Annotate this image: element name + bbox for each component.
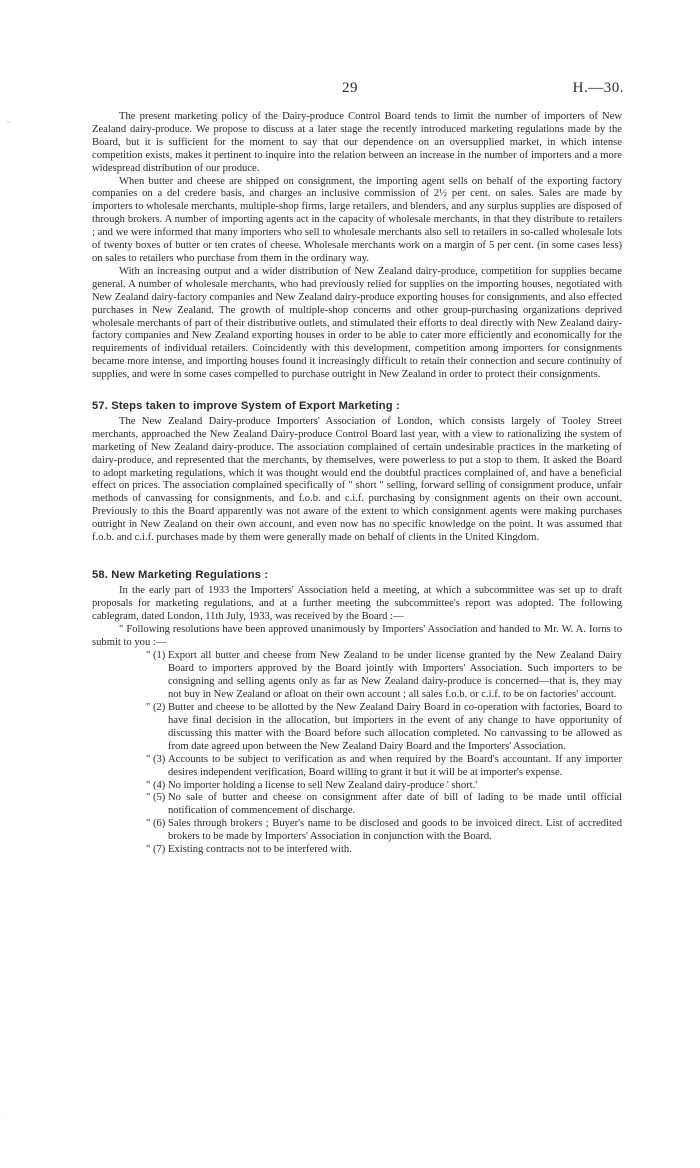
- paragraph: In the early part of 1933 the Importers' Association held a meeting, at which a subcommittee was set up to draft proposals for marketing regulations, and at a further meeting the subcommittee's report was adopted. The following cablegram, dated London, 11th July, 1933, was received by the Board :—: [92, 584, 622, 622]
- page-number: 29: [342, 80, 358, 96]
- item-number: " (5): [146, 792, 168, 804]
- item-text: No sale of butter and cheese on consignment after date of bill of lading to be made until official notification of commencement of discharge.: [167, 792, 622, 817]
- list-item: [146, 650, 622, 702]
- list-item: [146, 818, 622, 844]
- list-item: [146, 702, 622, 754]
- page-reference: H.—30.: [572, 80, 624, 96]
- paragraph: The New Zealand Dairy-produce Importers' Association of London, which consists largely of Tooley Street merchants, approached the New Zealand Dairy-produce Control Board last year, with a view to rationalizing the system of marketing of New Zealand dairy-produce. The association complained of certain undesirable practices in the marketing of dairy-produce, and represented that the merchants, by themselves, were powerless to put a stop to them. It asked the Board to adopt marketing regulations, which it was thought would end the doubtful practices complained of, and have a beneficial effect on prices. The association complained specifically of " short " selling, forward selling of consignment produce, unfair methods of canvassing for consignments, and f.o.b. and c.i.f. purchasing by consignment agents on their own account. Previously to this the Board apparently was not aware of the extent to which consignment agents were making purchases outright in New Zealand on their own account, and even now has no specific knowledge on the point. It was assumed that f.o.b. and c.i.f. purchases made by them were generally made on behalf of clients in the United Kingdom.: [92, 415, 622, 544]
- list-item: [146, 844, 622, 857]
- item-number: " (3): [146, 753, 168, 765]
- item-number: " (7): [146, 844, 168, 856]
- list-item: [146, 754, 622, 780]
- section-heading-57: 57. Steps taken to improve System of Export Marketing :: [92, 400, 400, 413]
- margin-mark: ·: [4, 1113, 7, 1122]
- item-text: Butter and cheese to be allotted by the New Zealand Dairy Board in co-operation with factories, Board to have final decision in the allocation, but importers in the event of any change to have opportunity of discussing this matter with the Board before such allocation completed. No canvassing to be allowed as from date agreed upon between the New Zealand Dairy Board and the Importers' Association.: [167, 702, 622, 752]
- paragraph: With an increasing output and a wider distribution of New Zealand dairy-produce, competition for supplies became general. A number of wholesale merchants, who had previously relied for supplies on the importing houses, negotiated with New Zealand dairy-factory companies and New Zealand dairy-produce exporting houses for consignments, and also effected purchases in New Zealand. The growth of multiple-shop concerns and other group-purchasing organizations deprived wholesale merchants of part of their distributive outlets, and stimulated their efforts to deal directly with New Zealand dairy-factory companies and New Zealand exporting houses in order to be able to cater more efficiently and economically for the requirements of individual retailers. Coincidently with this development, competition among importers for consignments became more intense, and importing houses found it increasingly difficult to retain their connection and secure continuity of supplies, and were in some cases compelled to purchase outright in New Zealand in order to protect their consignments.: [92, 265, 622, 381]
- item-text: Existing contracts not to be interfered with.: [167, 844, 352, 856]
- item-number: " (6): [146, 818, 168, 830]
- list-item: [146, 780, 622, 793]
- item-text: Sales through brokers ; Buyer's name to be disclosed and goods to be invoiced direct. List of accredited brokers to be made by Importers' Association in conjunction with the Board.: [167, 818, 622, 843]
- body-text: [92, 111, 622, 857]
- paragraph: When butter and cheese are shipped on consignment, the importing agent sells on behalf of the exporting factory companies on a del credere basis, and charges an inclusive commission of 2½ per cent. on sales. Sales are made by importers to wholesale merchants, multiple-shop firms, large retailers, and blenders, and any surplus supplies are disposed of through brokers. A number of importing agents act in the capacity of wholesale merchants, in that they distribute to retailers ; and we were informed that many importers who sell to wholesale merchants also sell to retailers in so-called wholesale lots of twenty boxes of butter or ten crates of cheese. Wholesale merchants work on a margin of 5 per cent. (in some cases less) on sales to retailers who purchase from them in the ordinary way.: [92, 175, 622, 264]
- item-text: Export all butter and cheese from New Zealand to be under license granted by the New Zealand Dairy Board to importers approved by the Board jointly with Importers' Association. Such importers to be consigning and selling agents only as far as New Zealand dairy-produce is concerned—that is, they may not buy in New Zealand or afloat on their own account ; all sales f.o.b. or c.i.f. to be on factories' account.: [167, 650, 622, 701]
- cable-intro: " Following resolutions have been approved unanimously by Importers' Association and handed to Mr. W. A. Iorns to submit to you :—: [92, 623, 622, 648]
- item-text: Accounts to be subject to verification as and when required by the Board's accountant. If any importer desires independent verification, Board willing to grant it but it will be at importer's expense.: [167, 753, 622, 778]
- item-number: " (2): [146, 702, 168, 714]
- item-text: No importer holding a license to sell New Zealand dairy-produce ' short.': [167, 779, 478, 791]
- resolutions-list: [92, 650, 622, 857]
- item-number: " (1): [146, 650, 168, 662]
- section-heading-58: 58. New Marketing Regulations :: [92, 569, 269, 581]
- list-item: [146, 792, 622, 818]
- item-number: " (4): [146, 779, 168, 791]
- paragraph: The present marketing policy of the Dairy-produce Control Board tends to limit the number of importers of New Zealand dairy-produce. We propose to discuss at a later stage the recently introduced marketing regulations made by the Board, but it is sufficient for the moment to say that our dependence on an oversupplied market, in which intense competition exists, makes it pertinent to inquire into the relation between an increase in the number of importers and a more widespread distribution of our produce.: [92, 111, 622, 174]
- margin-mark: ~: [6, 117, 11, 127]
